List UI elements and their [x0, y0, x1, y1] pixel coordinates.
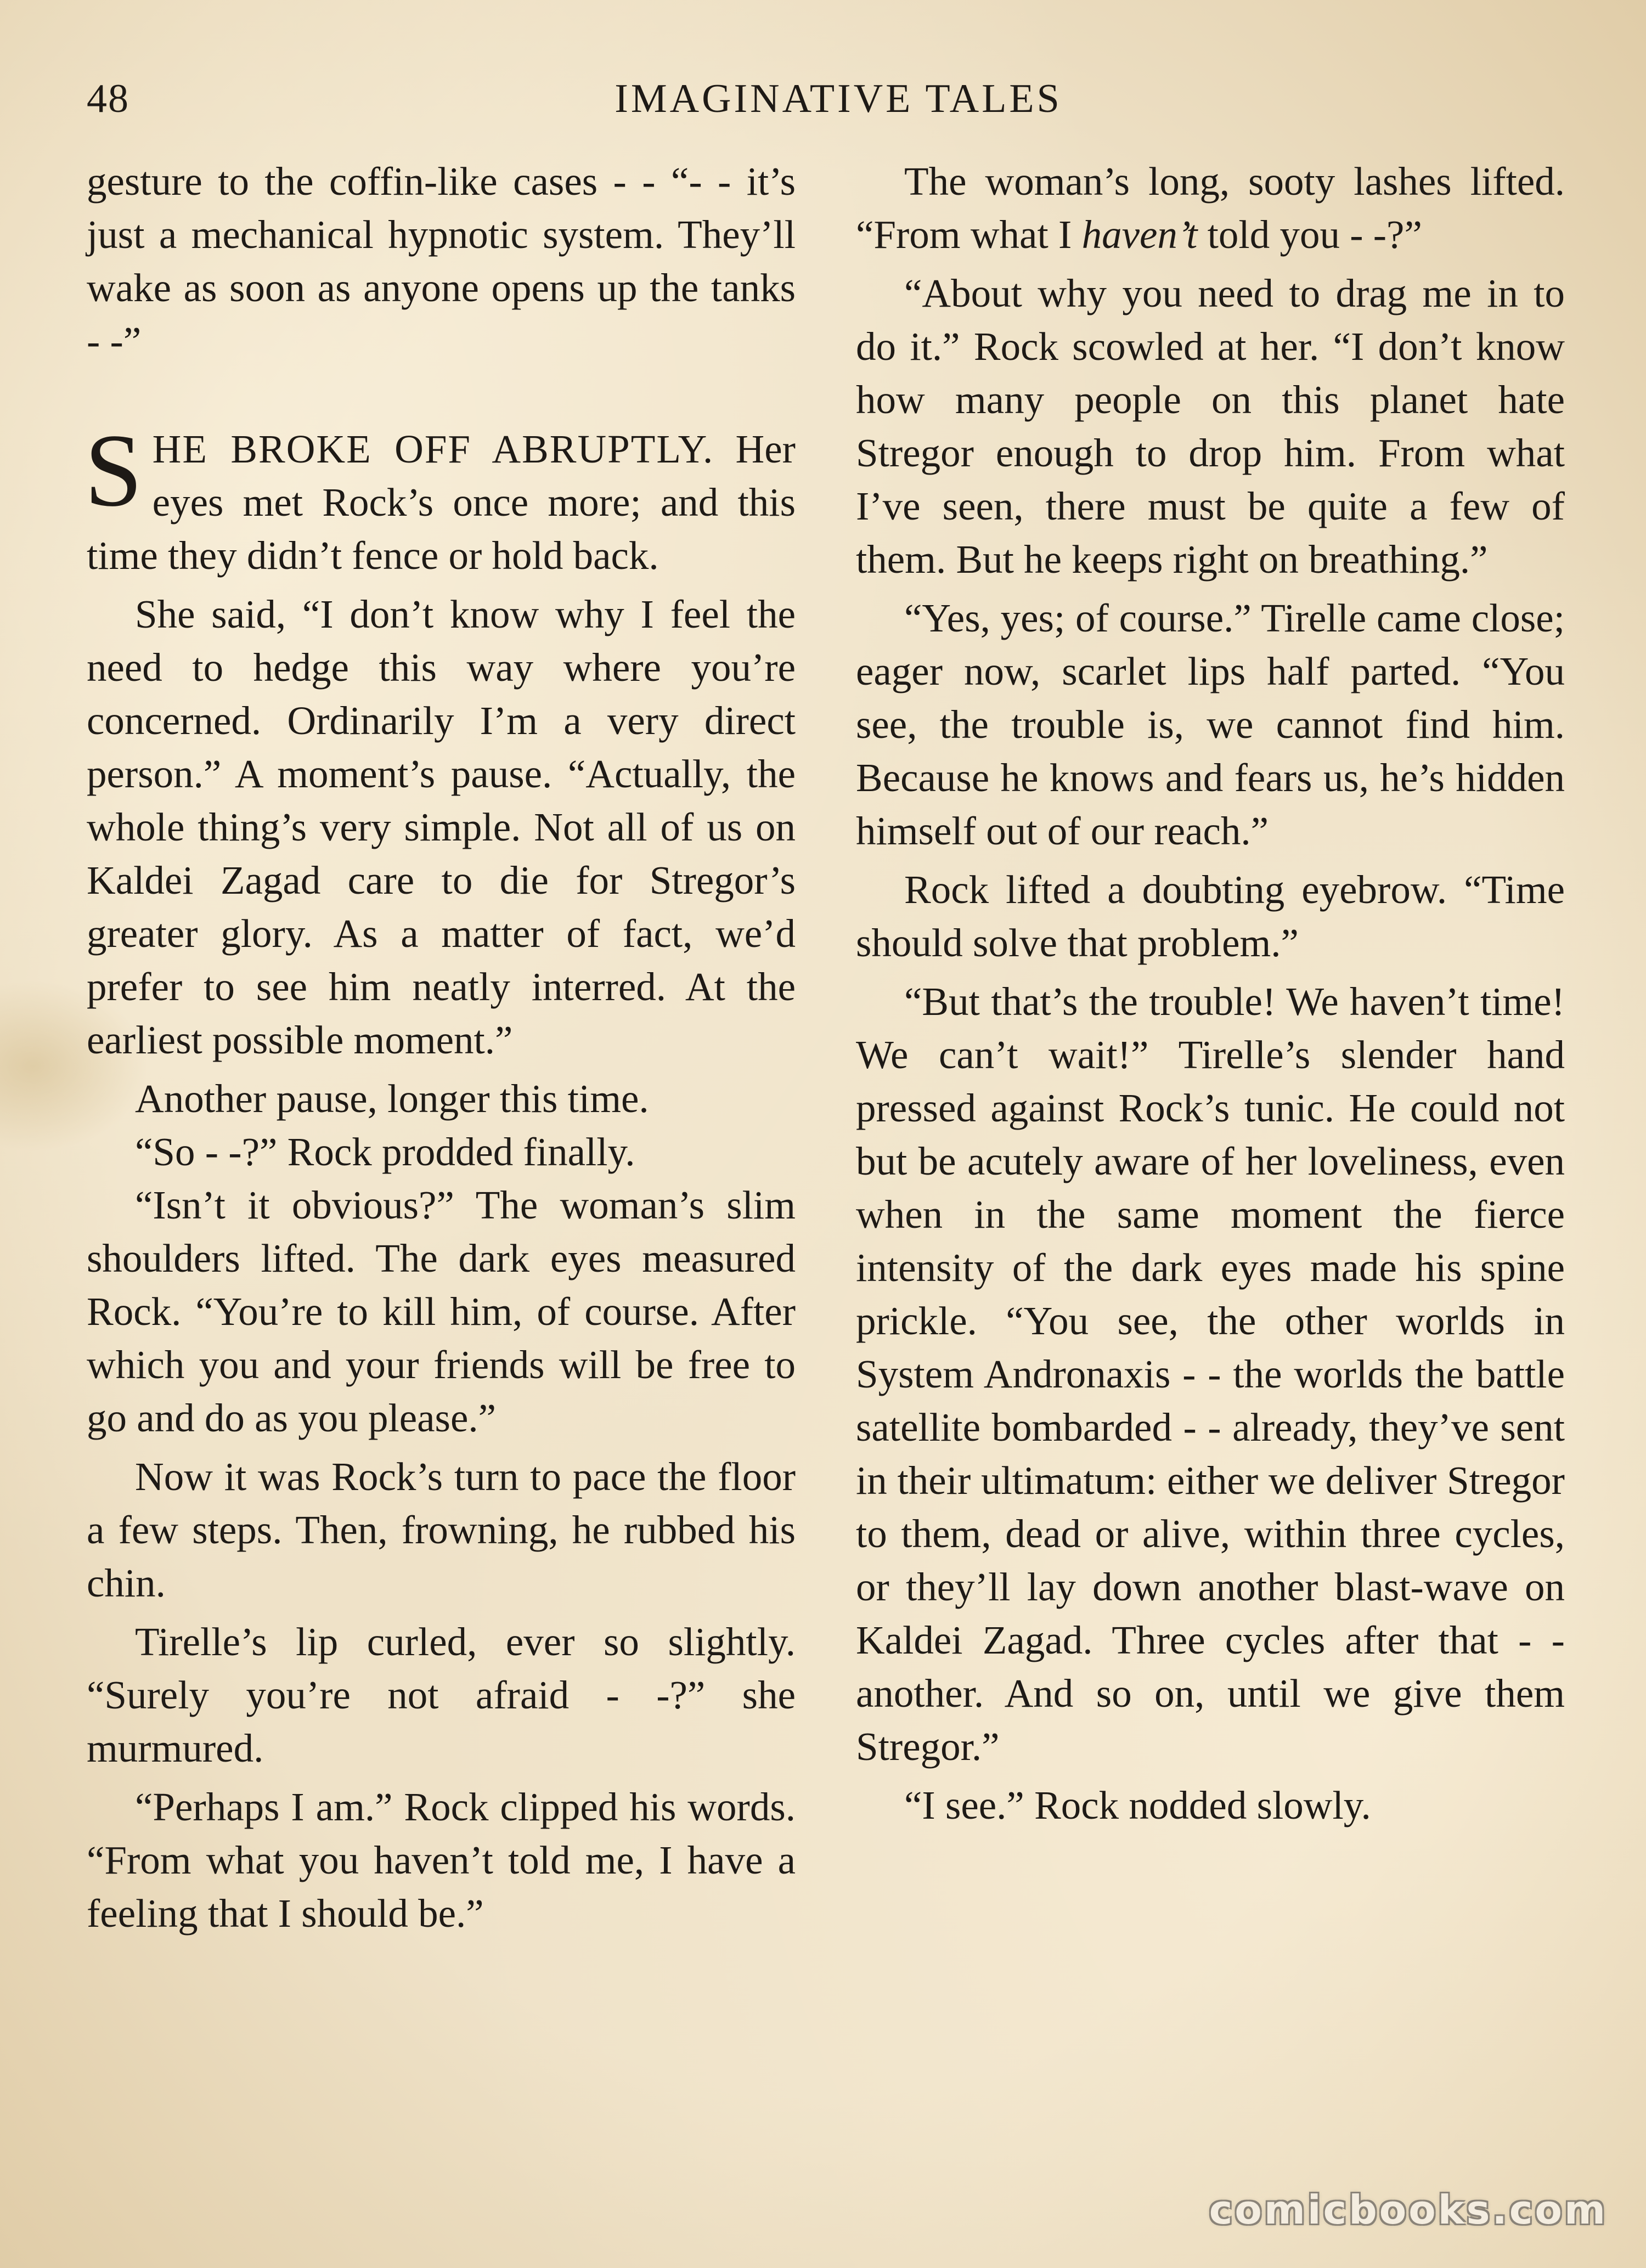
section-opening-paragraph — [84, 413, 796, 582]
left-column — [84, 155, 796, 1940]
paragraph: Another pause, longer this time. — [135, 1076, 649, 1121]
paragraph — [856, 155, 1565, 261]
drop-cap: S — [84, 413, 143, 528]
page-number: 48 — [87, 76, 129, 121]
emphasized-word: haven’t — [1081, 212, 1198, 257]
paragraph: “Perhaps I am.” Rock clipped his words. “From what you haven’t told me, I have a feeling that I should be.” — [87, 1785, 796, 1936]
paragraph: Rock lifted a doubting eyebrow. “Time should solve that problem.” — [856, 867, 1565, 965]
paragraph: “I see.” Rock nodded slowly. — [904, 1783, 1371, 1827]
paragraph-text: told you - -?” — [1197, 212, 1422, 257]
paragraph: gesture to the coffin-like cases - - “- - it’s just a mechanical hypnotic system. They’ll wake as soon as anyone opens up the tanks - -” — [87, 159, 796, 363]
paragraph: “Isn’t it obvious?” The woman’s slim shoulders lifted. The dark eyes measured Rock. “You’re to kill him, of course. After which you and your friends will be free to go and do as you please.” — [87, 1183, 796, 1440]
paragraph: “Yes, yes; of course.” Tirelle came close; eager now, scarlet lips half parted. “You see, the trouble is, we cannot find him. Because he knows and fears us, he’s hidden himself out of our reach.” — [856, 596, 1565, 853]
running-title: IMAGINATIVE TALES — [615, 76, 1062, 121]
paragraph-text: The woman’s long, sooty lashes lifted. “From what I — [856, 159, 1565, 257]
right-column — [856, 155, 1565, 1832]
source-watermark: comicbooks.com — [1209, 2187, 1608, 2233]
paragraph: “About why you need to drag me in to do it.” Rock scowled at her. “I don’t know how many people on this planet hate Stregor enough to drop him. From what I’ve seen, there must be quite a few of them. But he keeps right on breathing.” — [856, 271, 1565, 582]
paragraph: She said, “I don’t know why I feel the need to hedge this way where you’re concerned. Ordinarily I’m a very direct person.” A moment’s pause. “Actually, the whole thing’s very simple. Not all of us on Kaldei Zagad care to die for Stregor’s greater glory. As a matter of fact, we’d prefer to see him neatly interred. At the earliest possible moment.” — [87, 592, 796, 1062]
paragraph: Tirelle’s lip curled, ever so slightly. “Surely you’re not afraid - -?” she murmured. — [87, 1620, 796, 1770]
paragraph: “So - -?” Rock prodded finally. — [135, 1130, 635, 1174]
paragraph: “But that’s the trouble! We haven’t time! We can’t wait!” Tirelle’s slender hand pressed against Rock’s tunic. He could not but be acutely aware of her loveliness, even when in the same moment the fierce intensity of the dark eyes made his spine prickle. “You see, the other worlds in System Andronaxis - - the worlds the battle satellite bombarded - - already, they’ve sent in their ultimatum: either we deliver Stregor to them, dead or alive, within three cycles, or they’ll lay down another blast-wave on Kaldei Zagad. Three cycles after that - - another. And so on, until we give them Stregor.” — [856, 979, 1565, 1769]
paragraph: Now it was Rock’s turn to pace the floor a few steps. Then, frowning, he rubbed his chin. — [87, 1454, 796, 1605]
section-lead-in: HE BROKE OFF ABRUPTLY. — [152, 427, 714, 471]
page-header — [87, 76, 1568, 125]
section-text: Her eyes met Rock’s once more; and this time they didn’t fence or hold back. — [87, 427, 796, 578]
